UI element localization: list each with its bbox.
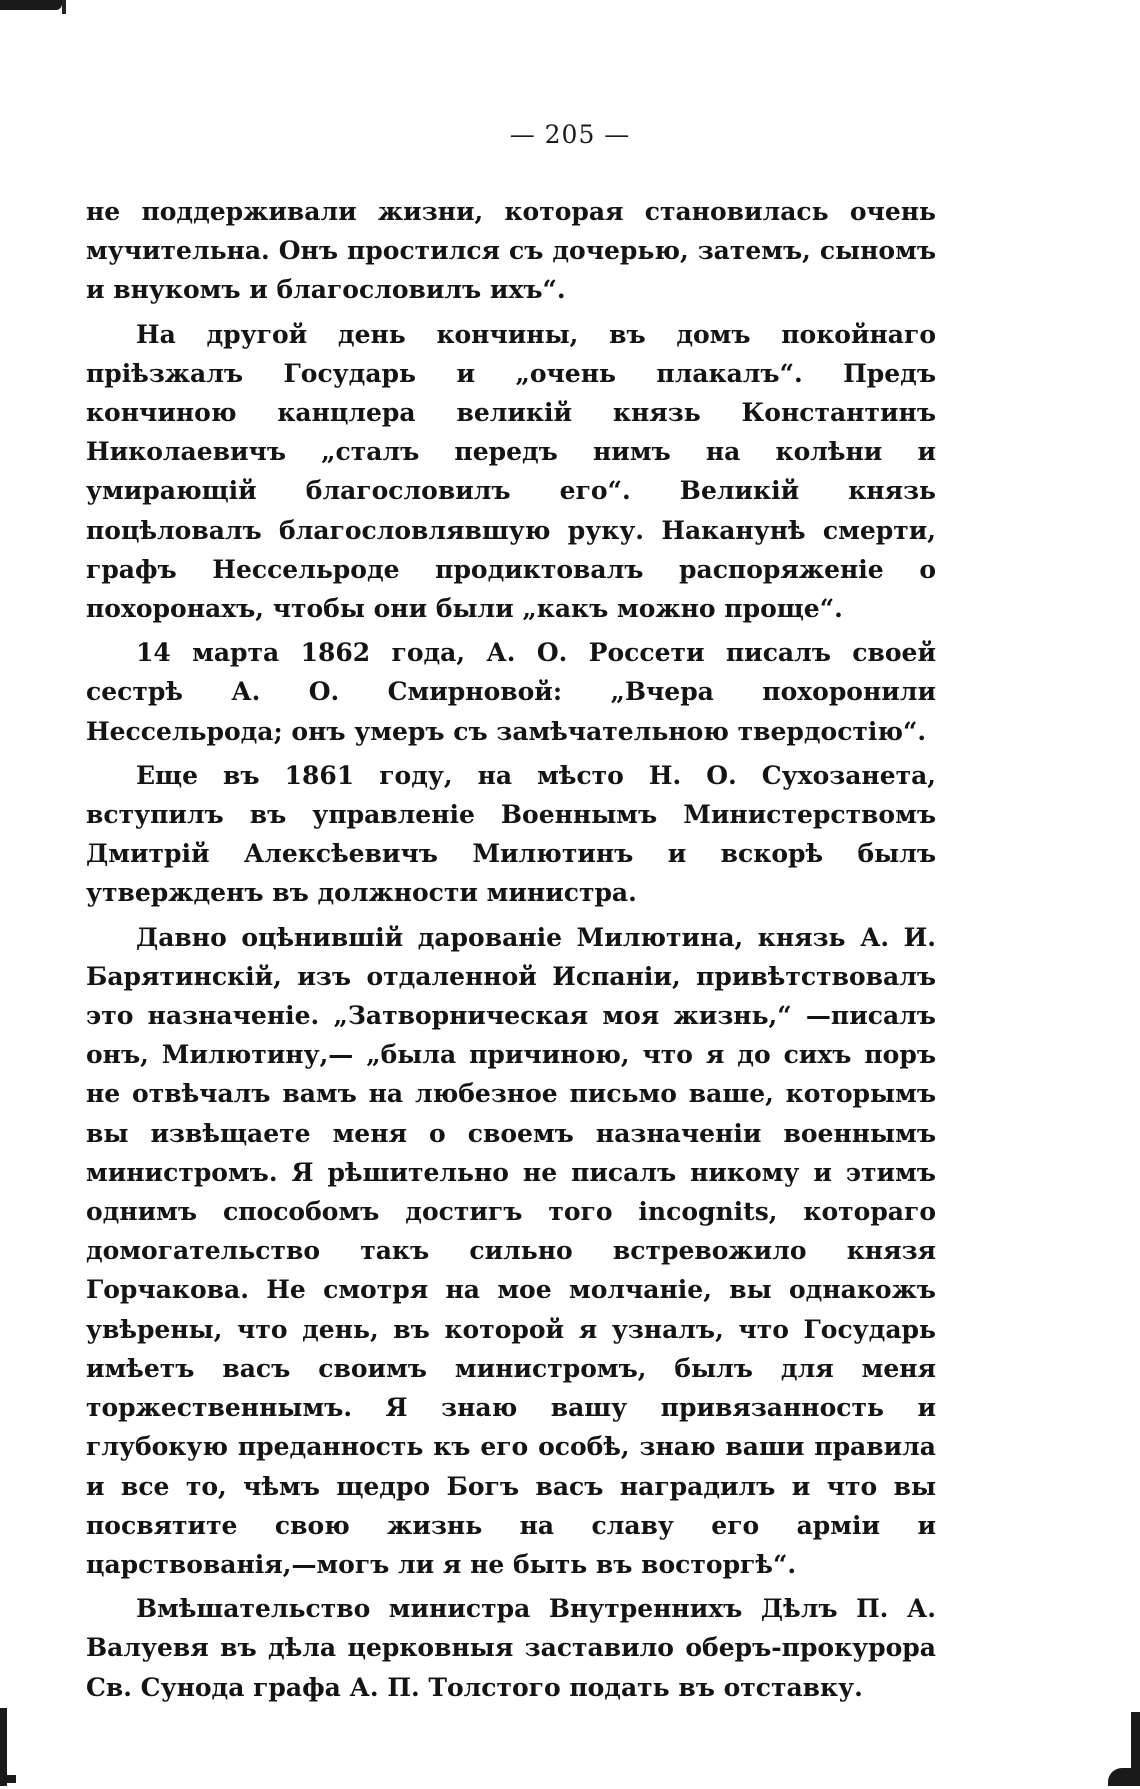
scan-edge-mark (62, 0, 66, 14)
scan-edge-mark (1108, 1768, 1140, 1786)
body-text (86, 192, 936, 1712)
paragraph: Давно оцѣнившiй дарованiе Милютина, князь А. И. Барятинскiй, изъ отдаленной Испанiи, привѣтствовалъ это назначенiе. „Затворническая моя жизнь,“ —писалъ онъ, Милютину,— „была причиною, что я до сихъ поръ не отвѣчалъ вамъ на любезное письмо ваше, которымъ вы извѣщаете меня о своемъ назначенiи военнымъ министромъ. Я рѣшительно не писалъ никому и этимъ однимъ способомъ достигъ того incognits, котораго домогательство такъ сильно встревожило князя Горчакова. Не смотря на мое молчанiе, вы однакожъ увѣрены, что день, въ которой я узналъ, что Государь имѣетъ васъ своимъ министромъ, былъ для меня торжественнымъ. Я знаю вашу привязанность и глубокую преданность къ его особѣ, знаю ваши правила и все то, чѣмъ щедро Богъ васъ наградилъ и что вы посвятите свою жизнь на славу его армiи и царствованiя,—могъ ли я не быть въ восторгѣ“. (86, 922, 936, 1579)
paragraph: Еще въ 1861 году, на мѣсто Н. О. Сухозанета, вступилъ въ управленiе Военнымъ Министерствомъ Дмитрiй Алексѣевичъ Милютинъ и вскорѣ былъ утвержденъ въ должности министра. (86, 760, 936, 908)
paragraph: не поддерживали жизни, которая становилась очень мучительна. Онъ простился съ дочерью, затемъ, сыномъ и внукомъ и благословилъ ихъ“. (86, 197, 936, 305)
paragraph: Вмѣшательство министра Внутреннихъ Дѣлъ П. А. Валуевя въ дѣла церковныя заставило оберъ-прокурора Св. Cунода графа А. П. Толстого подать въ отставку. (86, 1594, 936, 1702)
paragraph: На другой день кончины, въ домъ покойнаго прiѣзжалъ Государь и „очень плакалъ“. Предъ кончиною канцлера великiй князь Константинъ Николаевичъ „сталъ передъ нимъ на колѣни и умирающiй благословилъ его“. Великiй князь поцѣловалъ благословлявшую руку. Наканунѣ смерти, графъ Нессельроде продиктовалъ распоряженiе о похоронахъ, чтобы они были „какъ можно проще“. (86, 319, 936, 624)
paragraph: 14 марта 1862 года, А. О. Россети писалъ своей сестрѣ А. О. Смирновой: „Вчера похоронили Нессельрода; онъ умеръ съ замѣчательною твердостiю“. (86, 638, 936, 746)
page-number: — 205 — (509, 120, 631, 149)
scan-edge-mark (0, 0, 62, 10)
scan-edge-mark (0, 1775, 16, 1783)
